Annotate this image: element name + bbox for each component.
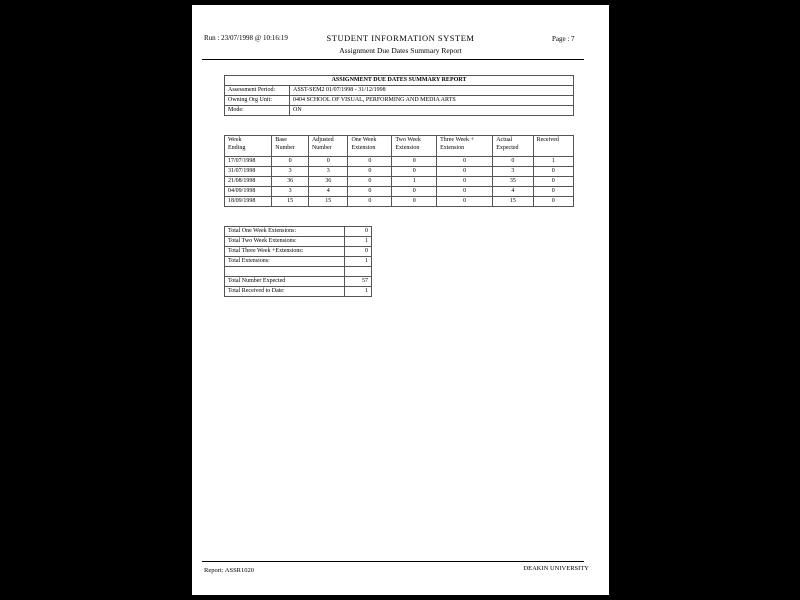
weekly-row bbox=[225, 197, 574, 207]
summary-caption: ASSIGNMENT DUE DATES SUMMARY REPORT bbox=[225, 76, 574, 86]
weekly-cell: 3 bbox=[493, 167, 533, 177]
summary-value: 0404 SCHOOL OF VISUAL, PERFORMING AND MEDIA ARTS bbox=[290, 96, 574, 106]
weekly-column-header: One Week Extension bbox=[348, 136, 392, 157]
weekly-cell: 0 bbox=[437, 177, 493, 187]
summary-label: Assessment Period: bbox=[225, 86, 290, 96]
weekly-cell: 4 bbox=[493, 187, 533, 197]
weekly-cell: 0 bbox=[392, 187, 437, 197]
weekly-cell: 0 bbox=[437, 167, 493, 177]
weekly-cell: 3 bbox=[308, 167, 347, 177]
weekly-column-header: Actual Expected bbox=[493, 136, 533, 157]
weekly-column-header: Adjusted Number bbox=[308, 136, 347, 157]
weekly-cell: 0 bbox=[493, 157, 533, 167]
weekly-cell: 31/07/1998 bbox=[225, 167, 272, 177]
summary-label: Owning Org Unit: bbox=[225, 96, 290, 106]
weekly-cell: 0 bbox=[392, 197, 437, 207]
totals-value: 0 bbox=[345, 247, 372, 257]
summary-row bbox=[225, 96, 574, 106]
weekly-cell: 0 bbox=[533, 187, 573, 197]
weekly-column-header: Week Ending bbox=[225, 136, 272, 157]
summary-label: Mode: bbox=[225, 106, 290, 116]
weekly-cell: 15 bbox=[493, 197, 533, 207]
totals-label: Total Extensions: bbox=[225, 257, 345, 267]
weekly-column-header: Received bbox=[533, 136, 573, 157]
weekly-cell: 3 bbox=[272, 187, 309, 197]
weekly-cell: 17/07/1998 bbox=[225, 157, 272, 167]
weekly-cell: 21/08/1998 bbox=[225, 177, 272, 187]
summary-value: ASST-SEM2 01/07/1998 - 31/12/1998 bbox=[290, 86, 574, 96]
weekly-cell: 0 bbox=[533, 197, 573, 207]
weekly-cell: 0 bbox=[392, 157, 437, 167]
weekly-cell: 36 bbox=[272, 177, 309, 187]
report-page bbox=[192, 5, 609, 595]
weekly-cell: 0 bbox=[348, 167, 392, 177]
totals-row bbox=[225, 287, 372, 297]
totals-row bbox=[225, 247, 372, 257]
summary-row bbox=[225, 86, 574, 96]
summary-value: ON bbox=[290, 106, 574, 116]
page-number: Page : 7 bbox=[552, 35, 575, 43]
weekly-cell: 0 bbox=[308, 157, 347, 167]
header-divider bbox=[202, 59, 584, 60]
weekly-table bbox=[224, 135, 574, 207]
weekly-cell: 04/09/1998 bbox=[225, 187, 272, 197]
report-subtitle: Assignment Due Dates Summary Report bbox=[339, 46, 462, 55]
weekly-row bbox=[225, 167, 574, 177]
summary-row bbox=[225, 106, 574, 116]
totals-row bbox=[225, 277, 372, 287]
weekly-header-row bbox=[225, 136, 574, 157]
totals-row bbox=[225, 237, 372, 247]
totals-label bbox=[225, 267, 345, 277]
totals-label: Total Received to Date: bbox=[225, 287, 345, 297]
totals-value: 1 bbox=[345, 237, 372, 247]
weekly-column-header: Two Week Extension bbox=[392, 136, 437, 157]
totals-table bbox=[224, 226, 372, 297]
weekly-cell: 0 bbox=[533, 167, 573, 177]
weekly-cell: 0 bbox=[437, 197, 493, 207]
totals-row bbox=[225, 267, 372, 277]
weekly-cell: 0 bbox=[348, 177, 392, 187]
totals-value: 0 bbox=[345, 227, 372, 237]
totals-row bbox=[225, 227, 372, 237]
university-name: DEAKIN UNIVERSITY bbox=[523, 565, 589, 572]
weekly-row bbox=[225, 187, 574, 197]
report-title: STUDENT INFORMATION SYSTEM bbox=[326, 33, 475, 43]
weekly-cell: 3 bbox=[272, 167, 309, 177]
weekly-cell: 35 bbox=[493, 177, 533, 187]
weekly-cell: 0 bbox=[348, 187, 392, 197]
weekly-row bbox=[225, 157, 574, 167]
weekly-cell: 0 bbox=[533, 177, 573, 187]
totals-label: Total Two Week Extensions: bbox=[225, 237, 345, 247]
run-timestamp: Run : 23/07/1998 @ 10:16:19 bbox=[204, 34, 288, 42]
weekly-cell: 4 bbox=[308, 187, 347, 197]
weekly-cell: 0 bbox=[348, 157, 392, 167]
totals-value: 1 bbox=[345, 287, 372, 297]
weekly-row bbox=[225, 177, 574, 187]
totals-label: Total Three Week +Extensions: bbox=[225, 247, 345, 257]
report-id: Report: ASSR1020 bbox=[204, 567, 255, 574]
totals-value: 1 bbox=[345, 257, 372, 267]
totals-label: Total One Week Extensions: bbox=[225, 227, 345, 237]
weekly-cell: 1 bbox=[533, 157, 573, 167]
totals-value bbox=[345, 267, 372, 277]
totals-value: 57 bbox=[345, 277, 372, 287]
weekly-cell: 0 bbox=[272, 157, 309, 167]
weekly-cell: 0 bbox=[437, 187, 493, 197]
weekly-cell: 15 bbox=[272, 197, 309, 207]
summary-table bbox=[224, 75, 574, 116]
weekly-column-header: Three Week + Extension bbox=[437, 136, 493, 157]
weekly-column-header: Base Number bbox=[272, 136, 309, 157]
footer-divider bbox=[202, 561, 584, 562]
weekly-cell: 0 bbox=[392, 167, 437, 177]
totals-label: Total Number Expected bbox=[225, 277, 345, 287]
weekly-cell: 0 bbox=[348, 197, 392, 207]
weekly-cell: 18/09/1998 bbox=[225, 197, 272, 207]
totals-row bbox=[225, 257, 372, 267]
weekly-cell: 1 bbox=[392, 177, 437, 187]
weekly-cell: 15 bbox=[308, 197, 347, 207]
weekly-cell: 36 bbox=[308, 177, 347, 187]
weekly-cell: 0 bbox=[437, 157, 493, 167]
